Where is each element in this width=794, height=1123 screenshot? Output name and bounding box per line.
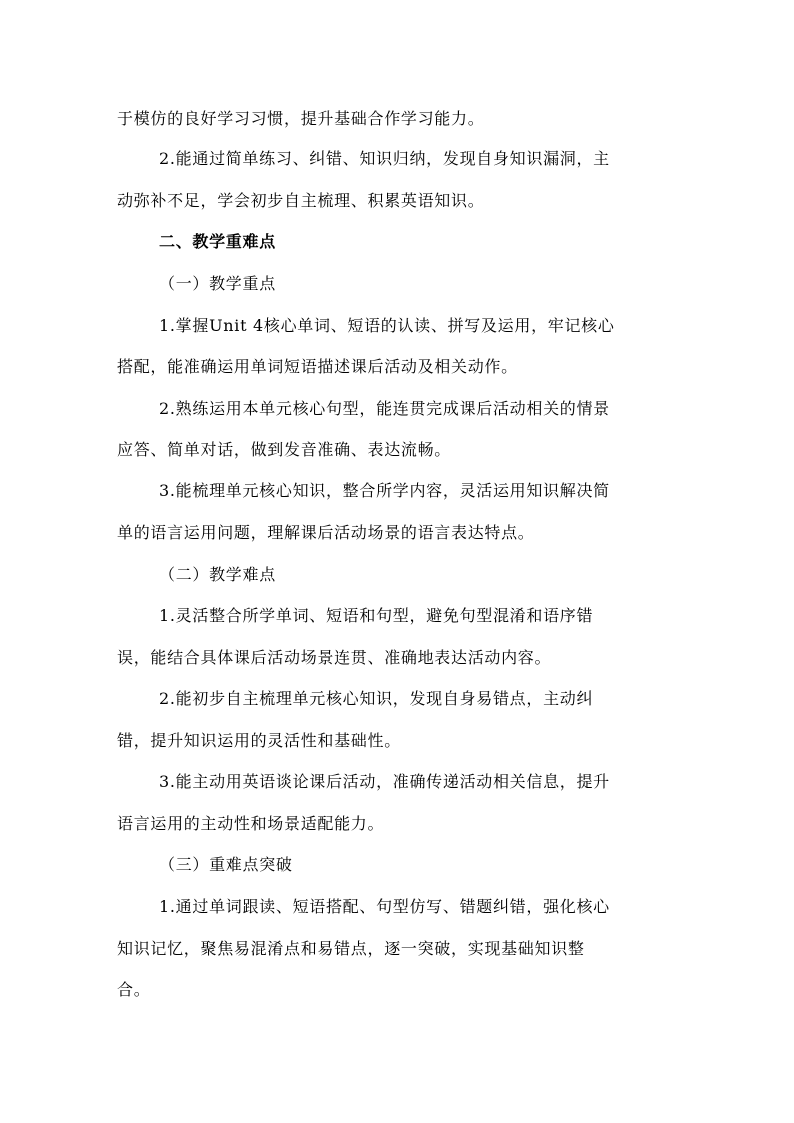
subsection-heading: （一）教学重点 (159, 274, 276, 293)
paragraph-line: 误，能结合具体课后活动场景连贯、准确地表达活动内容。 (117, 648, 552, 667)
paragraph-line: 搭配，能准确运用单词短语描述课后活动及相关动作。 (117, 357, 518, 376)
paragraph-line: 1.掌握Unit 4核心单词、短语的认读、拼写及运用，牢记核心 (159, 316, 615, 335)
paragraph-line: 1.通过单词跟读、短语搭配、句型仿写、错题纠错，强化核心 (159, 897, 610, 916)
paragraph-line: 语言运用的主动性和场景适配能力。 (117, 814, 385, 833)
paragraph-line: 3.能梳理单元核心知识，整合所学内容，灵活运用知识解决简 (159, 481, 610, 500)
paragraph-line: 错，提升知识运用的灵活性和基础性。 (117, 731, 401, 750)
paragraph-line: 知识记忆，聚焦易混淆点和易错点，逐一突破，实现基础知识整 (117, 939, 585, 958)
subsection-heading: （二）教学难点 (159, 565, 276, 584)
paragraph-line: 应答、简单对话，做到发音准确、表达流畅。 (117, 440, 452, 459)
paragraph-line: 合。 (117, 980, 151, 999)
paragraph-line: 1.灵活整合所学单词、短语和句型，避免句型混淆和语序错 (159, 606, 594, 625)
paragraph-line: 2.能初步自主梳理单元核心知识，发现自身易错点，主动纠 (159, 689, 594, 708)
paragraph-line: 2.熟练运用本单元核心句型，能连贯完成课后活动相关的情景 (159, 399, 610, 418)
subsection-heading: （三）重难点突破 (159, 855, 293, 874)
paragraph-line: 2.能通过简单练习、纠错、知识归纳，发现自身知识漏洞，主 (159, 149, 610, 168)
paragraph-line: 于模仿的良好学习习惯，提升基础合作学习能力。 (117, 109, 485, 128)
paragraph-line: 3.能主动用英语谈论课后活动，准确传递活动相关信息，提升 (159, 772, 610, 791)
section-heading: 二、教学重难点 (159, 232, 276, 251)
paragraph-line: 动弥补不足，学会初步自主梳理、积累英语知识。 (117, 191, 485, 210)
paragraph-line: 单的语言运用问题，理解课后活动场景的语言表达特点。 (117, 523, 535, 542)
